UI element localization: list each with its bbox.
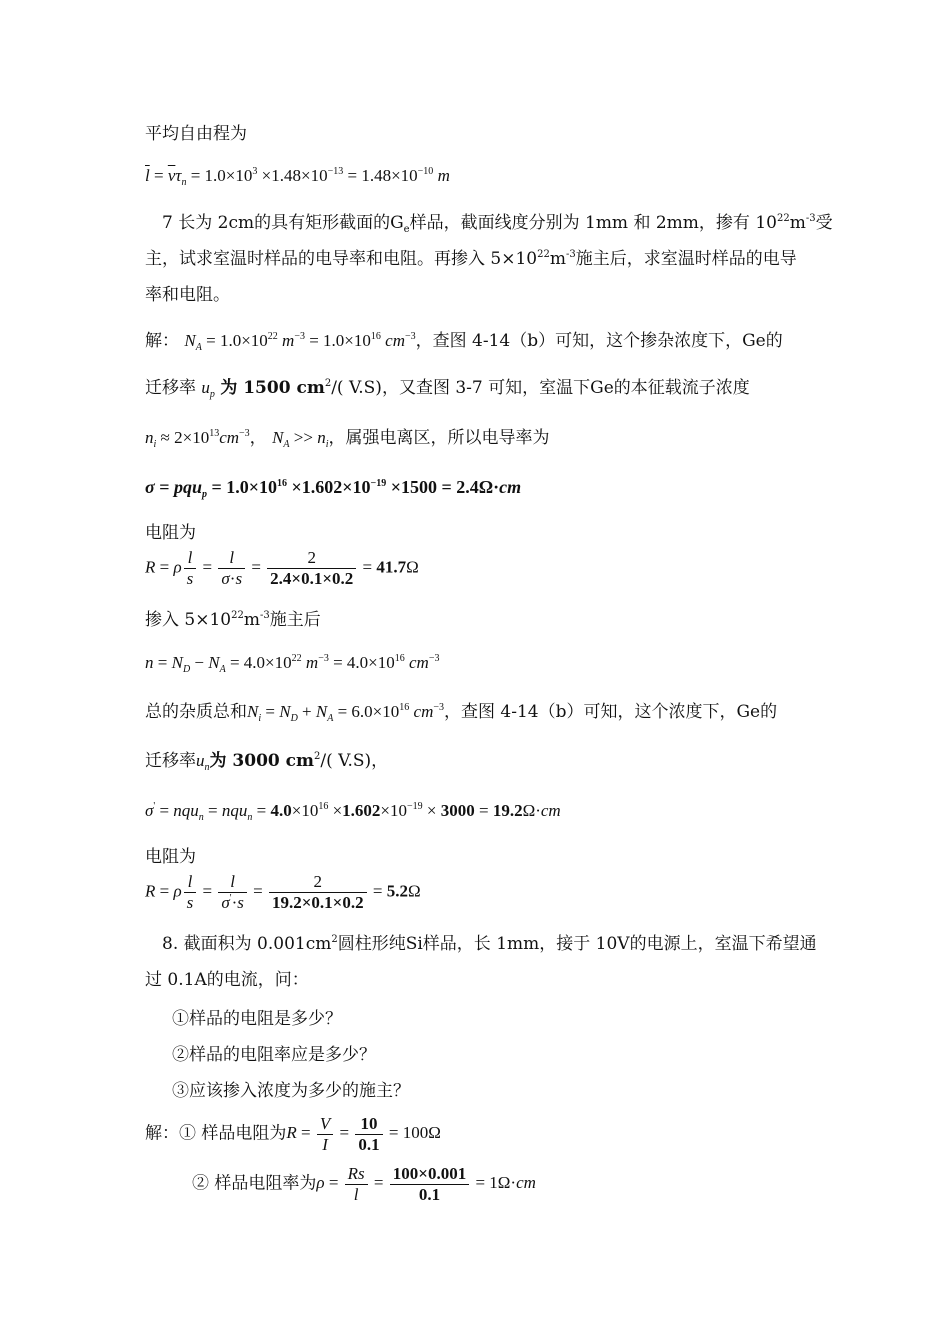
- equation-resistance-1: R = ρ $\frac{l}{s}$ = $\frac{l}{\sigma\cdot s}$ = $\frac{2}{2.4\times 0.1\times 0.2}$ = 41.7Ω: [145, 548, 419, 588]
- solution-line-3: $n_i \approx 2\times 10^{13}cm^{-3}$， $N_A >> n_i$，属强电离区，所以电导率为: [145, 428, 550, 450]
- question-3: ③应该掺入浓度为多少的施主？: [172, 1081, 410, 1101]
- answer-2: ② 样品电阻率为ρ = $\frac{Rs}{l}$ = $\frac{100\times 0.001}{0.1}$ = 1Ω·cm: [192, 1164, 536, 1204]
- answer-1: 解：① 样品电阻为R = $\frac{V}{I}$ = $\frac{10}{0.1}$ = 100Ω: [145, 1114, 441, 1154]
- problem-8-line-1: 8. 截面积为 $0.001cm^2$圆柱形纯Si样品，长 1mm，接于 10V的电源上，室温下希望通: [162, 934, 817, 954]
- problem-7-line-2: 主，试求室温时样品的电导率和电阻。再掺入 $5\times 10^{22}m^{-3}$施主后，求室温时样品的电导: [145, 249, 797, 269]
- mobility-line: 迁移率$u_n$为 3000 $cm^2/$( V.S)，: [145, 751, 389, 773]
- resistance-label-2: 电阻为: [145, 847, 196, 867]
- solution-line-1: 解： $N_A = 1.0\times 10^{22}$ $m^{-3} = 1.0\times 10^{16}$ $cm^{-3}$，查图 4-14（b）可知，这个掺杂浓度下，Ge的: [145, 331, 783, 353]
- equation-conductivity-2: $\sigma' = nqu_n = nqu_n = 4.0\times 10^{16} \times 1.602\times 10^{-19} \times 3000 = 19.2\Omega\cdot cm$: [145, 801, 561, 823]
- total-impurity-line: 总的杂质总和$N_i = N_D + N_A = 6.0\times 10^{16}$ $cm^{-3}$，查图 4-14（b）可知，这个浓度下，Ge的: [145, 702, 778, 724]
- question-1: ①样品的电阻是多少？: [172, 1009, 342, 1029]
- equation-mean-free-path: $\overline{l} = \overline{v}\tau_n = 1.0\times 10^3 \times 1.48\times 10^{-13} = 1.48\times 10^{-10}$ m: [145, 166, 450, 188]
- equation-net-concentration: $n = N_D - N_A = 4.0\times 10^{22}$ $m^{-3} = 4.0\times 10^{16}$ $cm^{-3}$: [145, 653, 440, 675]
- mfp-label: 平均自由程为: [145, 124, 247, 144]
- problem-7-line-1: 7 长为 2cm的具有矩形截面的$G_e$样品，截面线度分别为 1mm 和 2mm，掺有 $10^{22}m^{-3}$受: [162, 213, 833, 235]
- question-2: ②样品的电阻率应是多少？: [172, 1045, 376, 1065]
- equation-conductivity: $\sigma = pqu_p = 1.0\times 10^{16} \times 1.602\times 10^{-19} \times 1500 = 2.4\Omega\cdot cm$: [145, 477, 522, 500]
- doping-label: 掺入 $5\times 10^{22}m^{-3}$施主后: [145, 610, 321, 630]
- problem-8-line-2: 过 0.1A的电流，问：: [145, 970, 309, 990]
- problem-7-line-3: 率和电阻。: [145, 285, 230, 305]
- equation-resistance-2: R = ρ $\frac{l}{s}$ = $\frac{l}{\sigma'\cdot s}$ = $\frac{2}{19.2\times 0.1\times 0.2}$ = 5.2Ω: [145, 872, 421, 912]
- solution-line-2: 迁移率 $u_p$ 为 1500 $cm^2/$( V.S)，又查图 3-7 可知，室温下Ge的本征载流子浓度: [145, 378, 750, 400]
- resistance-label-1: 电阻为: [145, 523, 196, 543]
